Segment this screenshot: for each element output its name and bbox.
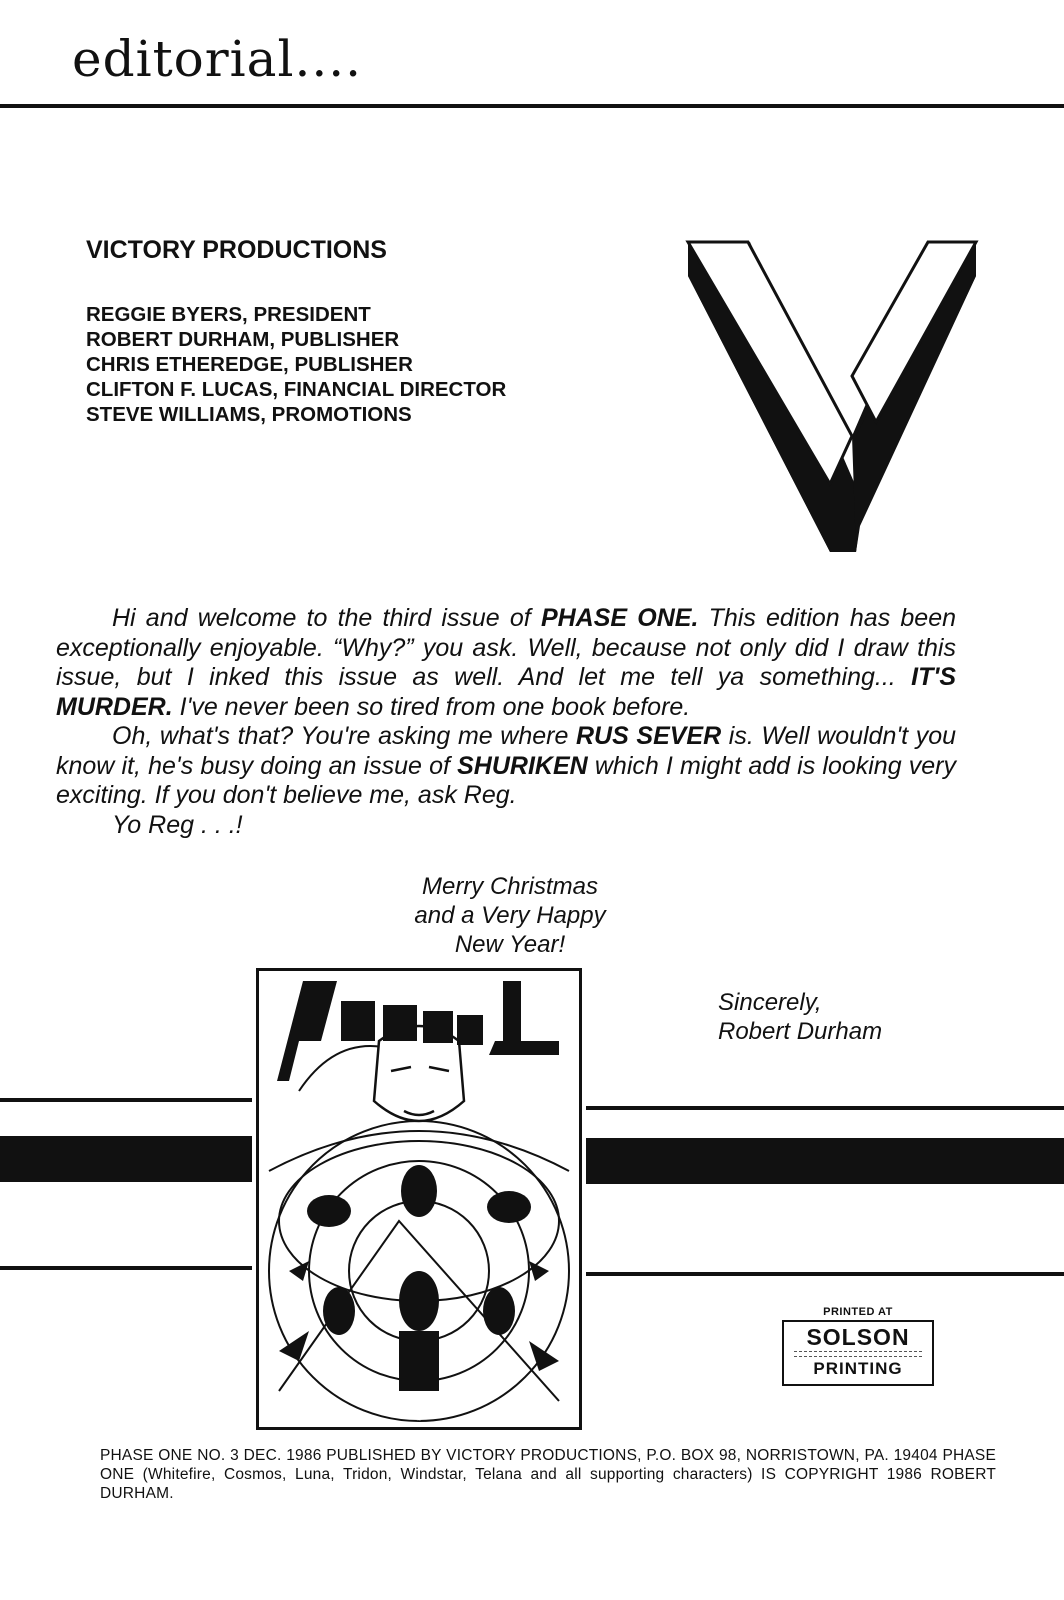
band-thick-right <box>586 1138 1064 1184</box>
bold-text: SHURIKEN <box>457 751 588 780</box>
company-name: VICTORY PRODUCTIONS <box>86 236 387 264</box>
bold-text: IT'S MURDER. <box>56 663 956 721</box>
holiday-greeting <box>380 872 640 959</box>
greeting-line: New Year! <box>454 931 566 958</box>
signoff-line: Sincerely, <box>718 989 822 1016</box>
printer-name: SOLSON <box>806 1324 910 1350</box>
printer-logo-box <box>782 1320 934 1386</box>
staff-item: CHRIS ETHEREDGE, PUBLISHER <box>86 353 413 376</box>
printer-label: PRINTED AT <box>823 1306 893 1318</box>
victory-v-logo-icon <box>680 236 1000 566</box>
editorial-paragraph: Yo Reg . . .! <box>112 810 243 839</box>
staff-item: ROBERT DURHAM, PUBLISHER <box>86 328 400 351</box>
printer-badge <box>782 1306 934 1386</box>
printer-divider <box>794 1351 922 1357</box>
greeting-line: Merry Christmas <box>421 873 598 900</box>
publication-footer: PHASE ONE NO. 3 DEC. 1986 PUBLISHED BY VICTORY PRODUCTIONS, P.O. BOX 98, NORRISTOWN, PA. 19404 PHASE ONE (Whitefire, Cosmos, Luna, Tridon, Windstar, Telana and all supporting characters) IS COPYRIGHT 1986 ROBERT DURHAM. <box>100 1447 996 1502</box>
phase-1-cover-icon <box>259 971 579 1427</box>
signature-block <box>718 988 882 1046</box>
text-run: Oh, what's that? You're asking me where <box>112 722 576 750</box>
signoff-line: Robert Durham <box>718 1018 883 1045</box>
editorial-body <box>56 604 956 840</box>
bold-text: RUS SEVER <box>576 722 722 750</box>
text-run: is. Well wouldn't you know it, he's busy doing an issue of <box>56 722 957 780</box>
text-run: Hi and welcome to the third issue of <box>112 604 541 632</box>
text-run: I've never been so tired from one book before. <box>172 692 691 721</box>
band-thin-right-top <box>586 1106 1064 1110</box>
cover-logo-text: PHASE 1 <box>416 1421 422 1422</box>
greeting-line: and a Very Happy <box>414 902 606 929</box>
staff-item: REGGIE BYERS, PRESIDENT <box>86 303 371 326</box>
text-run: This edition has been exceptionally enjoyable. “Why?” you ask. Well, because not only did I draw this issue, but I inked this issue as well. And let me tell ya something... <box>56 604 956 691</box>
editorial-paragraph <box>56 604 956 722</box>
staff-item: CLIFTON F. LUCAS, FINANCIAL DIRECTOR <box>86 378 507 401</box>
bold-text: PHASE ONE. <box>540 604 699 632</box>
staff-item: STEVE WILLIAMS, PROMOTIONS <box>86 403 412 426</box>
title-rule <box>0 104 1064 108</box>
cover-illustration <box>256 968 582 1430</box>
staff-list <box>86 302 506 427</box>
band-thin-right-bottom <box>586 1272 1064 1276</box>
band-thick-left <box>0 1136 252 1182</box>
page-title: editorial.... <box>72 30 363 88</box>
band-thin-left-bottom <box>0 1266 252 1270</box>
band-thin-left-top <box>0 1098 252 1102</box>
editorial-paragraph <box>56 722 956 811</box>
printer-subname: PRINTING <box>813 1359 903 1378</box>
text-run: which I might add is looking very exciting. If you don't believe me, ask Reg. <box>56 751 956 809</box>
